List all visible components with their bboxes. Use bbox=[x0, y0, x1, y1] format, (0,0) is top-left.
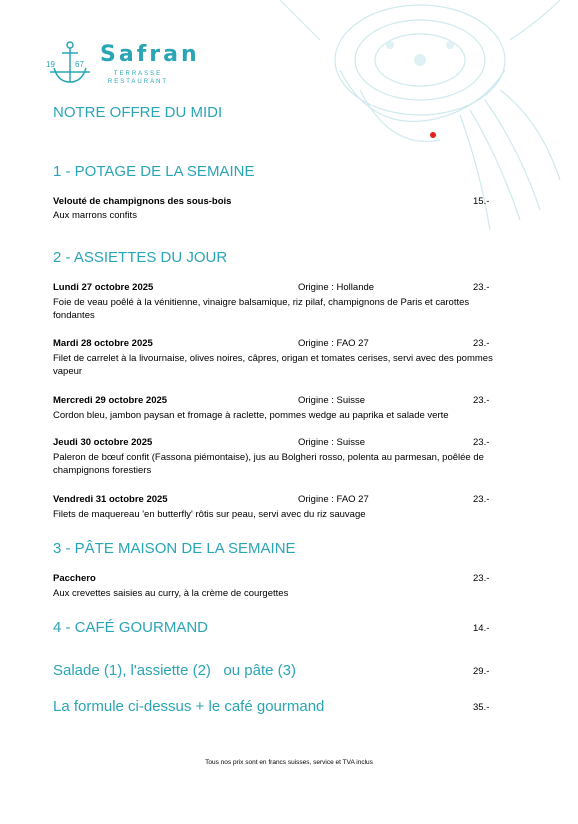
day-title: Mercredi 29 octobre 2025 bbox=[53, 395, 168, 406]
day-title: Lundi 27 octobre 2025 bbox=[53, 282, 154, 293]
potage-item-desc: Aux marrons confits bbox=[53, 210, 137, 221]
formula-price: 29.- bbox=[473, 666, 490, 677]
day-title: Vendredi 31 octobre 2025 bbox=[53, 494, 168, 505]
day-desc: Paleron de bœuf confit (Fassona piémontaise), jus au Bolgheri rosso, polenta au parmesan, poêlée de champignons forestiers bbox=[53, 452, 484, 476]
potage-item-price: 15.- bbox=[473, 196, 490, 207]
pate-item-title: Pacchero bbox=[53, 573, 96, 584]
year-left: 19 bbox=[46, 60, 55, 69]
brand-sub-line2: RESTAURANT bbox=[107, 79, 169, 85]
day-title: Jeudi 30 octobre 2025 bbox=[53, 437, 153, 448]
day-price: 23.- bbox=[473, 338, 490, 349]
formula-line: Salade (1), l'assiette (2) ou pâte (3) bbox=[53, 662, 296, 679]
day-origin: Origine : FAO 27 bbox=[298, 494, 369, 505]
day-origin: Origine : Hollande bbox=[298, 282, 375, 293]
day-price: 23.- bbox=[473, 282, 490, 293]
potage-item-title: Velouté de champignons des sous-bois bbox=[53, 196, 232, 207]
day-origin: Origine : Suisse bbox=[298, 437, 366, 448]
footer-note: Tous nos prix sont en francs suisses, service et TVA inclus bbox=[205, 759, 373, 766]
formula-price: 35.- bbox=[473, 702, 490, 713]
day-origin: Origine : Suisse bbox=[298, 395, 366, 406]
section-title-assiettes: 2 - ASSIETTES DU JOUR bbox=[53, 249, 228, 266]
section-title-cafe: 4 - CAFÉ GOURMAND bbox=[53, 619, 209, 636]
year-right: 67 bbox=[75, 60, 84, 69]
day-price: 23.- bbox=[473, 395, 490, 406]
day-price: 23.- bbox=[473, 437, 490, 448]
day-desc: Filets de maquereau 'en butterfly' rôtis sur peau, servi avec du riz sauvage bbox=[53, 509, 366, 520]
day-desc: Filet de carrelet à la livournaise, olives noires, câpres, origan et tomates cerises, servi avec des pommes vapeur bbox=[53, 353, 493, 377]
red-dot bbox=[430, 132, 436, 138]
cafe-price: 14.- bbox=[473, 623, 490, 634]
day-origin: Origine : FAO 27 bbox=[298, 338, 369, 349]
brand-sub-line1: TERRASSE bbox=[113, 71, 163, 77]
pate-item-desc: Aux crevettes saisies au curry, à la crème de courgettes bbox=[53, 588, 289, 599]
formula-line: La formule ci-dessus + le café gourmand bbox=[53, 698, 325, 715]
day-desc: Cordon bleu, jambon paysan et fromage à raclette, pommes wedge au paprika et salade verte bbox=[53, 410, 449, 421]
section-title-potage: 1 - POTAGE DE LA SEMAINE bbox=[53, 163, 255, 180]
day-title: Mardi 28 octobre 2025 bbox=[53, 338, 153, 349]
section-title-pate: 3 - PÂTE MAISON DE LA SEMAINE bbox=[53, 540, 296, 557]
brand-name: Safran bbox=[100, 42, 200, 67]
page-title: NOTRE OFFRE DU MIDI bbox=[53, 104, 223, 121]
jellyfish-illustration bbox=[220, 0, 578, 230]
day-desc: Foie de veau poêlé à la vénitienne, vinaigre balsamique, riz pilaf, champignons de Paris et carottes fondantes bbox=[53, 297, 470, 321]
brand-subtitle bbox=[100, 70, 176, 86]
day-price: 23.- bbox=[473, 494, 490, 505]
pate-item-price: 23.- bbox=[473, 573, 490, 584]
